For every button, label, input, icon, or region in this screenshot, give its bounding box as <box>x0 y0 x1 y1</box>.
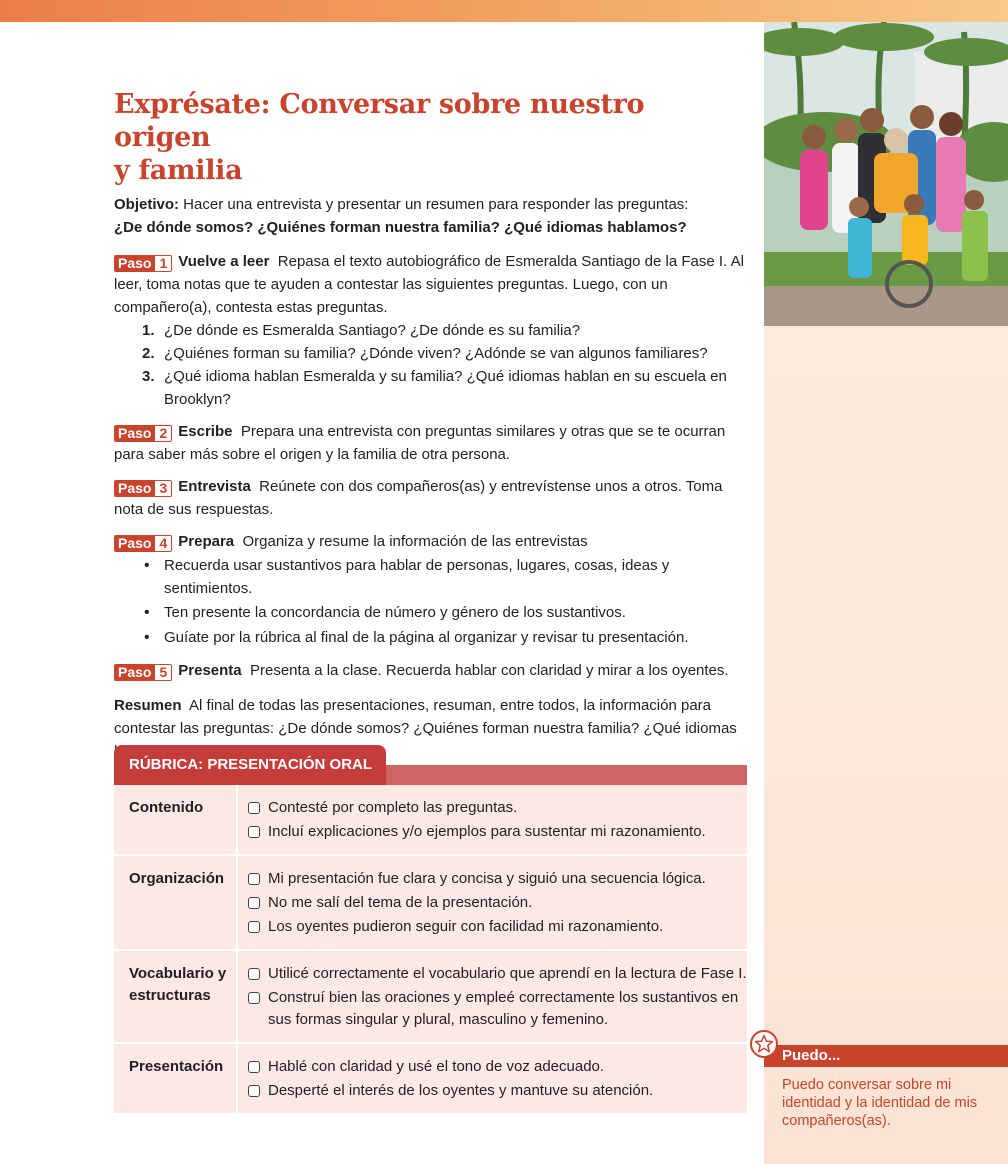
bullet-list <box>144 553 748 650</box>
objective-text: Hacer una entrevista y presentar un resumen para responder las preguntas: <box>179 196 689 213</box>
paso-tag-2 <box>114 425 172 442</box>
checkbox-icon[interactable] <box>248 968 260 980</box>
step-text: Repasa el texto autobiográfico de Esmeralda Santiago de la Fase I. Al leer, toma notas que te ayuden a contestar las siguientes preguntas. Luego, con un compañero(a), contesta estas preguntas. <box>114 253 744 316</box>
rubric-row-items <box>237 855 747 950</box>
bullet-icon: • <box>144 557 150 574</box>
list-item <box>142 342 748 365</box>
rubric-item-text: Los oyentes pudieron seguir con facilidad mi razonamiento. <box>268 918 664 935</box>
step-name: Escribe <box>178 423 233 440</box>
step-1 <box>114 250 748 411</box>
step-name: Entrevista <box>178 478 251 495</box>
rubric-title: RÚBRICA: PRESENTACIÓN ORAL <box>114 745 386 785</box>
puedo-text: Puedo conversar sobre mi identidad y la identidad de mis compañeros(as). <box>782 1077 978 1129</box>
question-number: 2. <box>142 345 155 362</box>
list-item <box>144 625 748 650</box>
paso-tag-3 <box>114 480 172 497</box>
list-item <box>142 319 748 342</box>
paso-number: 1 <box>155 256 171 271</box>
objective-questions: ¿De dónde somos? ¿Quiénes forman nuestra familia? ¿Qué idiomas hablamos? <box>114 219 687 236</box>
checkbox-icon[interactable] <box>248 1061 260 1073</box>
star-icon <box>750 1030 778 1058</box>
rubric-row-items <box>237 1043 747 1113</box>
checkbox-icon[interactable] <box>248 921 260 933</box>
step-text: Organiza y resume la información de las entrevistas <box>242 533 588 550</box>
table-row <box>114 950 747 1043</box>
puedo-label: Puedo... <box>782 1047 841 1064</box>
main-content <box>114 88 748 763</box>
list-item <box>142 365 748 411</box>
rubric-item <box>248 987 747 1031</box>
rubric-item <box>248 916 747 938</box>
step-3 <box>114 475 748 521</box>
step-text: Reúnete con dos compañeros(as) y entrevístense unos a otros. Toma nota de sus respuestas. <box>114 478 723 518</box>
rubric-item-text: Contesté por completo las preguntas. <box>268 799 518 816</box>
objective-label: Objetivo: <box>114 196 180 213</box>
bullet-text: Guíate por la rúbrica al final de la página al organizar y revisar tu presentación. <box>164 629 689 646</box>
rubric <box>114 745 747 1113</box>
rubric-item <box>248 821 747 843</box>
rubric-item-text: Construí bien las oraciones y empleé correctamente los sustantivos en sus formas singular y plural, masculino y femenino. <box>268 989 739 1028</box>
rubric-item <box>248 963 747 985</box>
paso-word: Paso <box>115 536 155 551</box>
resumen-text: Al final de todas las presentaciones, resuman, entre todos, la información para contestar las preguntas: ¿De dónde somos? ¿Quiénes forman nuestra familia? ¿Qué idiomas <box>114 697 737 737</box>
rubric-item-text: Desperté el interés de los oyentes y mantuve su atención. <box>268 1082 654 1099</box>
top-color-band <box>0 0 1008 22</box>
rubric-item <box>248 892 747 914</box>
step-name: Prepara <box>178 533 235 550</box>
rubric-item-text: Hablé con claridad y usé el tono de voz adecuado. <box>268 1058 605 1075</box>
paso-tag-1 <box>114 255 172 272</box>
checkbox-icon[interactable] <box>248 897 260 909</box>
rubric-item-text: Incluí explicaciones y/o ejemplos para sustentar mi razonamiento. <box>268 823 706 840</box>
rubric-item-text: Utilicé correctamente el vocabulario que aprendí en la lectura de Fase I. <box>268 965 747 982</box>
list-item <box>144 600 748 625</box>
paso-number: 3 <box>155 481 171 496</box>
bullet-icon: • <box>144 604 150 621</box>
page-title <box>114 88 748 187</box>
table-row <box>114 855 747 950</box>
rubric-table <box>114 785 747 1113</box>
checkbox-icon[interactable] <box>248 802 260 814</box>
bullet-text: Ten presente la concordancia de número y género de los sustantivos. <box>164 604 626 621</box>
paso-word: Paso <box>115 256 155 271</box>
list-item <box>144 553 748 600</box>
objective <box>114 193 748 239</box>
rubric-row-items <box>237 785 747 855</box>
paso-number: 5 <box>155 665 171 680</box>
paso-number: 4 <box>155 536 171 551</box>
checkbox-icon[interactable] <box>248 873 260 885</box>
question-text: ¿Quiénes forman su familia? ¿Dónde viven? ¿Adónde se van algunos familiares? <box>164 345 708 362</box>
question-number: 3. <box>142 368 155 385</box>
question-list <box>142 319 748 411</box>
rubric-row-label: Presentación <box>114 1043 237 1113</box>
step-text: Presenta a la clase. Recuerda hablar con claridad y mirar a los oyentes. <box>249 662 729 679</box>
paso-word: Paso <box>115 665 155 680</box>
paso-tag-5 <box>114 664 172 681</box>
rubric-item <box>248 797 747 819</box>
paso-number: 2 <box>155 426 171 441</box>
checkbox-icon[interactable] <box>248 992 260 1004</box>
paso-word: Paso <box>115 481 155 496</box>
rubric-header <box>114 745 747 785</box>
table-row <box>114 1043 747 1113</box>
rubric-item <box>248 1080 747 1102</box>
rubric-row-label: Organización <box>114 855 237 950</box>
step-5 <box>114 659 748 682</box>
rubric-item <box>248 1056 747 1078</box>
family-photo <box>764 22 1008 326</box>
question-text: ¿De dónde es Esmeralda Santiago? ¿De dónde es su familia? <box>164 322 581 339</box>
rubric-row-label: Contenido <box>114 785 237 855</box>
step-text: Prepara una entrevista con preguntas similares y otras que se te ocurran para saber más sobre el origen y la familia de otra persona. <box>114 423 726 463</box>
bullet-icon: • <box>144 629 150 646</box>
step-name: Presenta <box>178 662 242 679</box>
resumen-label: Resumen <box>114 697 182 714</box>
title-line-2: y familia <box>114 155 243 186</box>
bullet-text: Recuerda usar sustantivos para hablar de personas, lugares, cosas, ideas y sentimientos. <box>164 557 670 597</box>
checkbox-icon[interactable] <box>248 1085 260 1097</box>
rubric-row-label: Vocabulario y estructuras <box>114 950 237 1043</box>
rubric-item <box>248 868 747 890</box>
paso-word: Paso <box>115 426 155 441</box>
paso-tag-4 <box>114 535 172 552</box>
step-2 <box>114 420 748 466</box>
step-4 <box>114 530 748 650</box>
table-row <box>114 785 747 855</box>
title-line-1: Exprésate: Conversar sobre nuestro origen <box>114 89 645 153</box>
rubric-item-text: Mi presentación fue clara y concisa y siguió una secuencia lógica. <box>268 870 706 887</box>
question-text: ¿Qué idioma hablan Esmeralda y su familia? ¿Qué idiomas hablan en su escuela en Brooklyn? <box>164 368 727 408</box>
checkbox-icon[interactable] <box>248 826 260 838</box>
rubric-row-items <box>237 950 747 1043</box>
rubric-item-text: No me salí del tema de la presentación. <box>268 894 533 911</box>
step-name: Vuelve a leer <box>178 253 270 270</box>
question-number: 1. <box>142 322 155 339</box>
